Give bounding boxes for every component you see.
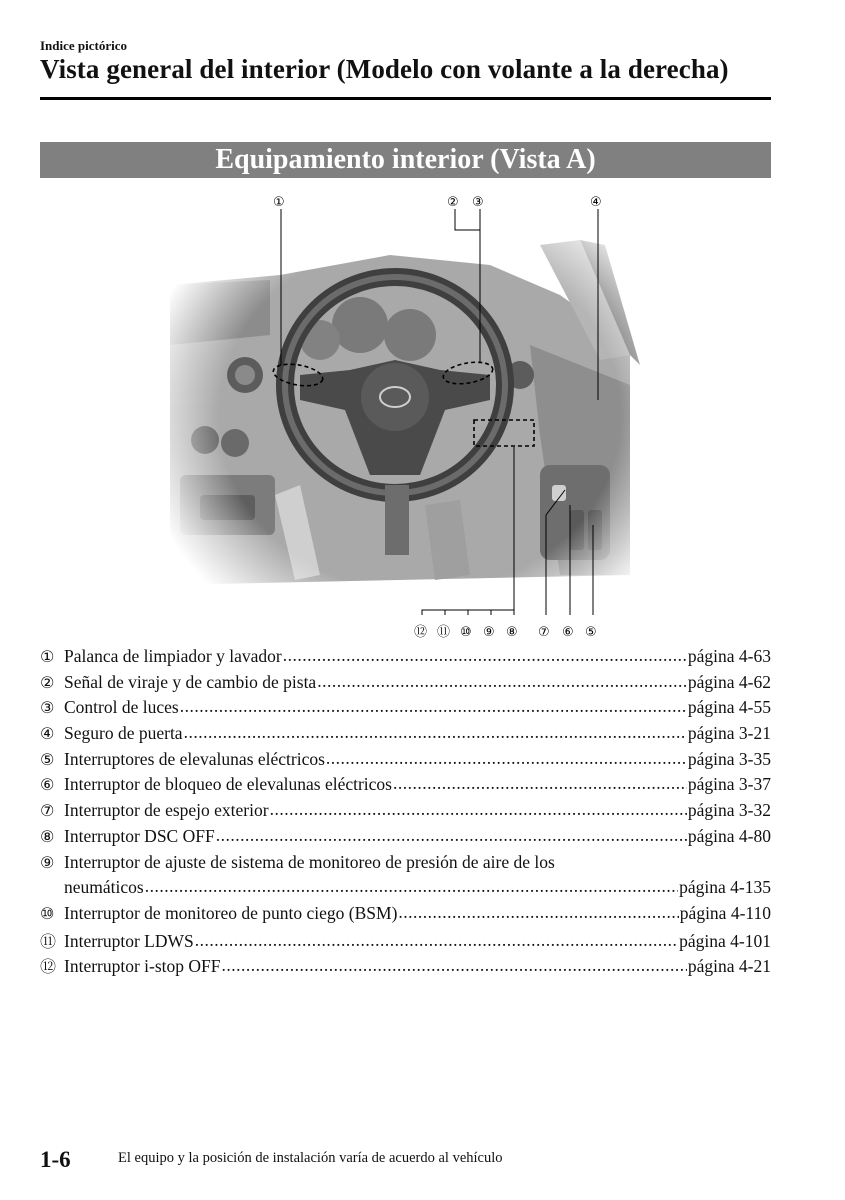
item-number: ⑪ bbox=[40, 931, 57, 951]
callout-8: ⑧ bbox=[506, 625, 518, 640]
section-banner: Equipamiento interior (Vista A) bbox=[40, 142, 771, 178]
item-number: ④ bbox=[40, 724, 55, 744]
item-number: ⑧ bbox=[40, 826, 55, 846]
callout-1: ① bbox=[273, 195, 285, 210]
dot-leader bbox=[393, 773, 687, 794]
item-label: Interruptor i-stop OFF bbox=[64, 956, 221, 977]
callout-9: ⑨ bbox=[483, 625, 495, 640]
dot-leader bbox=[317, 671, 687, 692]
page-reference: página 4-55 bbox=[687, 697, 771, 718]
page-reference: página 4-110 bbox=[679, 902, 771, 923]
callout-10: ⑩ bbox=[460, 625, 472, 640]
page-reference: página 4-21 bbox=[687, 956, 771, 977]
page-reference: página 3-21 bbox=[687, 723, 771, 744]
dot-leader bbox=[326, 748, 687, 769]
dot-leader bbox=[216, 825, 687, 846]
page-reference: página 3-37 bbox=[687, 774, 771, 795]
item-label: neumáticos bbox=[64, 877, 144, 898]
list-item bbox=[40, 929, 771, 955]
item-number: ⑦ bbox=[40, 801, 55, 821]
item-list bbox=[40, 646, 771, 980]
list-item-continuation bbox=[40, 877, 771, 903]
item-number: ③ bbox=[40, 698, 55, 718]
item-label: Interruptor LDWS bbox=[64, 930, 194, 951]
callout-7: ⑦ bbox=[538, 625, 550, 640]
callout-12: ⑫ bbox=[414, 625, 428, 640]
dot-leader bbox=[195, 930, 678, 951]
callout-4: ④ bbox=[590, 195, 602, 210]
page-reference: página 4-62 bbox=[687, 671, 771, 692]
callout-3: ③ bbox=[472, 195, 484, 210]
dot-leader bbox=[270, 799, 687, 820]
dot-leader bbox=[184, 722, 687, 743]
item-number: ⑩ bbox=[40, 903, 55, 923]
item-label: Interruptor DSC OFF bbox=[64, 825, 215, 846]
dot-leader bbox=[222, 955, 687, 976]
item-label: Interruptor de bloqueo de elevalunas eléctricos bbox=[64, 774, 392, 795]
interior-illustration bbox=[160, 185, 680, 645]
page-title: Vista general del interior (Modelo con volante a la derecha) bbox=[40, 54, 729, 84]
item-label: Palanca de limpiador y lavador bbox=[64, 646, 282, 666]
list-item bbox=[40, 672, 771, 698]
section-label: Indice pictórico bbox=[40, 38, 128, 53]
item-label: Control de luces bbox=[64, 697, 179, 718]
callout-5: ⑤ bbox=[585, 625, 597, 640]
callout-2: ② bbox=[447, 195, 459, 210]
dot-leader bbox=[398, 902, 678, 923]
item-number: ⑫ bbox=[40, 957, 57, 977]
callout-6: ⑥ bbox=[562, 625, 574, 640]
list-item bbox=[40, 800, 771, 826]
item-label: Interruptor de espejo exterior bbox=[64, 800, 269, 821]
list-item bbox=[40, 697, 771, 723]
list-item bbox=[40, 826, 771, 852]
callout-11: ⑪ bbox=[437, 625, 451, 640]
item-number: ⑥ bbox=[40, 775, 55, 795]
item-label: Seguro de puerta bbox=[64, 723, 183, 744]
list-item bbox=[40, 903, 771, 929]
page-reference: página 4-80 bbox=[687, 825, 771, 846]
page-reference: página 3-32 bbox=[687, 800, 771, 821]
item-label: Interruptor de ajuste de sistema de monitoreo de presión de aire de los bbox=[64, 851, 555, 872]
item-number: ⑨ bbox=[40, 852, 55, 872]
page-reference: página 4-135 bbox=[679, 877, 771, 898]
page-reference: página 3-35 bbox=[687, 748, 771, 769]
list-item bbox=[40, 774, 771, 800]
dot-leader bbox=[145, 876, 678, 897]
list-item bbox=[40, 954, 771, 980]
list-item bbox=[40, 646, 771, 672]
page-reference: página 4-63 bbox=[687, 646, 771, 666]
page-number: 1-6 bbox=[40, 1147, 71, 1172]
item-number: ② bbox=[40, 672, 55, 692]
list-item bbox=[40, 749, 771, 775]
title-rule bbox=[40, 97, 771, 100]
list-item bbox=[40, 852, 771, 878]
item-label: Interruptores de elevalunas eléctricos bbox=[64, 748, 325, 769]
dot-leader bbox=[180, 696, 687, 717]
item-label: Señal de viraje y de cambio de pista bbox=[64, 671, 317, 692]
footer-note: El equipo y la posición de instalación varía de acuerdo al vehículo bbox=[118, 1150, 503, 1166]
item-number: ① bbox=[40, 647, 55, 666]
list-item bbox=[40, 723, 771, 749]
item-number: ⑤ bbox=[40, 749, 55, 769]
dot-leader bbox=[283, 645, 687, 666]
item-label: Interruptor de monitoreo de punto ciego (BSM) bbox=[64, 902, 398, 923]
page-reference: página 4-101 bbox=[679, 930, 771, 951]
